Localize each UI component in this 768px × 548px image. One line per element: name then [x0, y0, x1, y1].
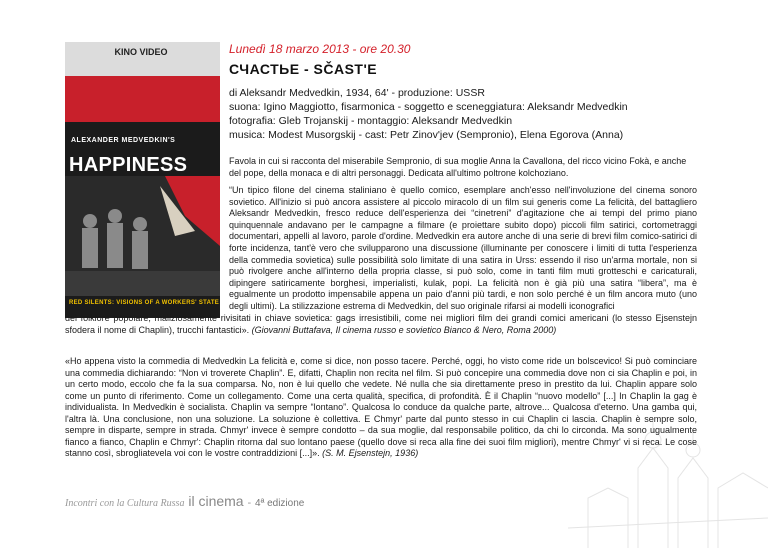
event-date: Lunedì 18 marzo 2013 - ore 20.30	[229, 42, 411, 56]
film-synopsis: Favola in cui si racconta del miserabile Sempronio, di sua moglie Anna la Cavallona, del ricco vicino Fokà, e anche del pope, della monaca e di altri personaggi. Dedicata all'ultimo poltrone kolchoziano.	[229, 156, 687, 178]
eisenstein-quote	[65, 356, 697, 460]
footer-edition: 4ª edizione	[255, 498, 305, 509]
poster-red-band	[65, 76, 220, 122]
critic-quote-1: “Un tipico filone del cinema staliniano è quello comico, esemplare anch'esso nell'involuzione del cinema sonoro sovietico. All'inizio si può ancora assistere al piccolo miracolo di un film sui generis come La felicità, del battagliero Aleksandr Medvedkin, fresco reduce dell'esperienza dei “cinetreni” d'agitazione che ai tempi del primo piano quinquennale andavano per le campagne a filmare (e proiettare subito dopo) piccoli film satirici, cortometraggi documentari, appelli al lavoro, parole d'ordine. Medvedkin era autore anche di una serie di brevi film comico-satirici di forte incidenza, tant'è vero che svilupparono una discussione (illuminante per conoscere i limiti di tutta l'esperienza della commedia sovietica) sulle possibilità solo limitate di una satira in Urss: essendo il riso un'arma mortale, non si può rivolgere anche all'interno della propria classe, si può solo, come in tanti film muti grotteschi e caricaturali, dipingere satiricamente borghesi, imperialisti, kulak, popi. La felicità non è già più una satira “libera”, ma è egualmente un prodotto impensabile appena un paio d'anni più tardi, e non solo perché è un film ancora muto (uno degli ultimi). La stilizzazione estrema di Medvedkin, del suo originale rifarsi ai modelli iconografici	[229, 185, 697, 311]
film-title: СЧАСТЬЕ - SČAST'E	[229, 61, 378, 77]
poster-subtitle: RED SILENTS: VISIONS OF A WORKERS' STATE	[69, 300, 220, 306]
quote2-citation: (S. M. Ejsenstejn, 1936)	[322, 448, 419, 458]
quote2-text: «Ho appena visto la commedia di Medvedkin La felicità e, come si dice, non posso tacere. Perché, oggi, ho visto come ride un bolscevico! Si può cominciare una commedia dichiarando: “Non vi troverete Chaplin”. E, difatti, Chaplin non recita nel film. Si può concepire una commedia dove non ci sia Chaplin e poi, in un certo modo, eccolo che fa la sua comparsa. No, non è lui quello che vedete. Né nulla che sia direttamente preso in prestito da lui. Chaplin appare solo come un punto di riferimento. Come un collegamento. Come una certa qualità, specifica, di profondità. È il Chaplin “nuovo modello” [...] In Chaplin la gag è individualista. In Medvedkin è socialista. Chaplin va sempre “lontano”. Qualcosa lo conduce da qualche parte, altrove... Qualcosa d'eterno. Una gamba qui, l'altra là. Una conclusione, non una soluzione. La soluzione è collettiva. E Chmyr' parte dal punto stesso in cui Chaplin ci lascia. Chaplin è sempre solo, sempre in disparte, sempre in strada. Chmyr' invece è sempre condotto – da sua moglie, dal responsabile politico, da chi lo circonda. Ma sono ugualmente fianco a fianco, Chaplin e Chmyr': Chaplin ritorna dal suo lontano paese (quello dove si reca alla fine dei suoi film migliori), mentre Chmyr' vi si reca. Le cose stanno così, sbrogliatevela voi con le vostre contraddizioni [...]».	[65, 356, 697, 458]
film-poster	[65, 42, 220, 318]
quote1-continuation: del folklore popolare, maliziosamente rivisitati in chiave sovietica: gags irresistibili, come nei migliori film dei grandi comici americani (lo stesso Ejsenstejn sfodera il nome di Chaplin), trucchi fantastici».	[65, 313, 697, 335]
poster-title: HAPPINESS	[69, 154, 188, 176]
footer	[65, 493, 304, 509]
poster-author: ALEXANDER MEDVEDKIN'S	[71, 137, 176, 144]
credit-line-music-cast: musica: Modest Musorgskij - cast: Petr Zinov'jev (Sempronio), Elena Egorova (Anna)	[229, 129, 624, 141]
quote1-citation: (Giovanni Buttafava, Il cinema russo e sovietico Bianco & Nero, Roma 2000)	[251, 324, 557, 335]
credit-line-director: di Aleksandr Medvedkin, 1934, 64' - produzione: USSR	[229, 87, 485, 99]
credit-line-music-script: suona: Igino Maggiotto, fisarmonica - soggetto e sceneggiatura: Aleksandr Medvedkin	[229, 101, 628, 113]
footer-section: il cinema	[188, 493, 244, 509]
footer-separator: -	[247, 497, 252, 509]
critic-quote-1-continued	[65, 313, 697, 336]
credit-line-photo-editing: fotografia: Gleb Trojanskij - montaggio: Aleksandr Medvedkin	[229, 115, 513, 127]
film-credits	[229, 86, 749, 142]
poster-illustration	[65, 176, 220, 296]
poster-logo: KINO VIDEO	[114, 47, 168, 57]
footer-series-name: Incontri con la Cultura Russa	[65, 498, 185, 509]
